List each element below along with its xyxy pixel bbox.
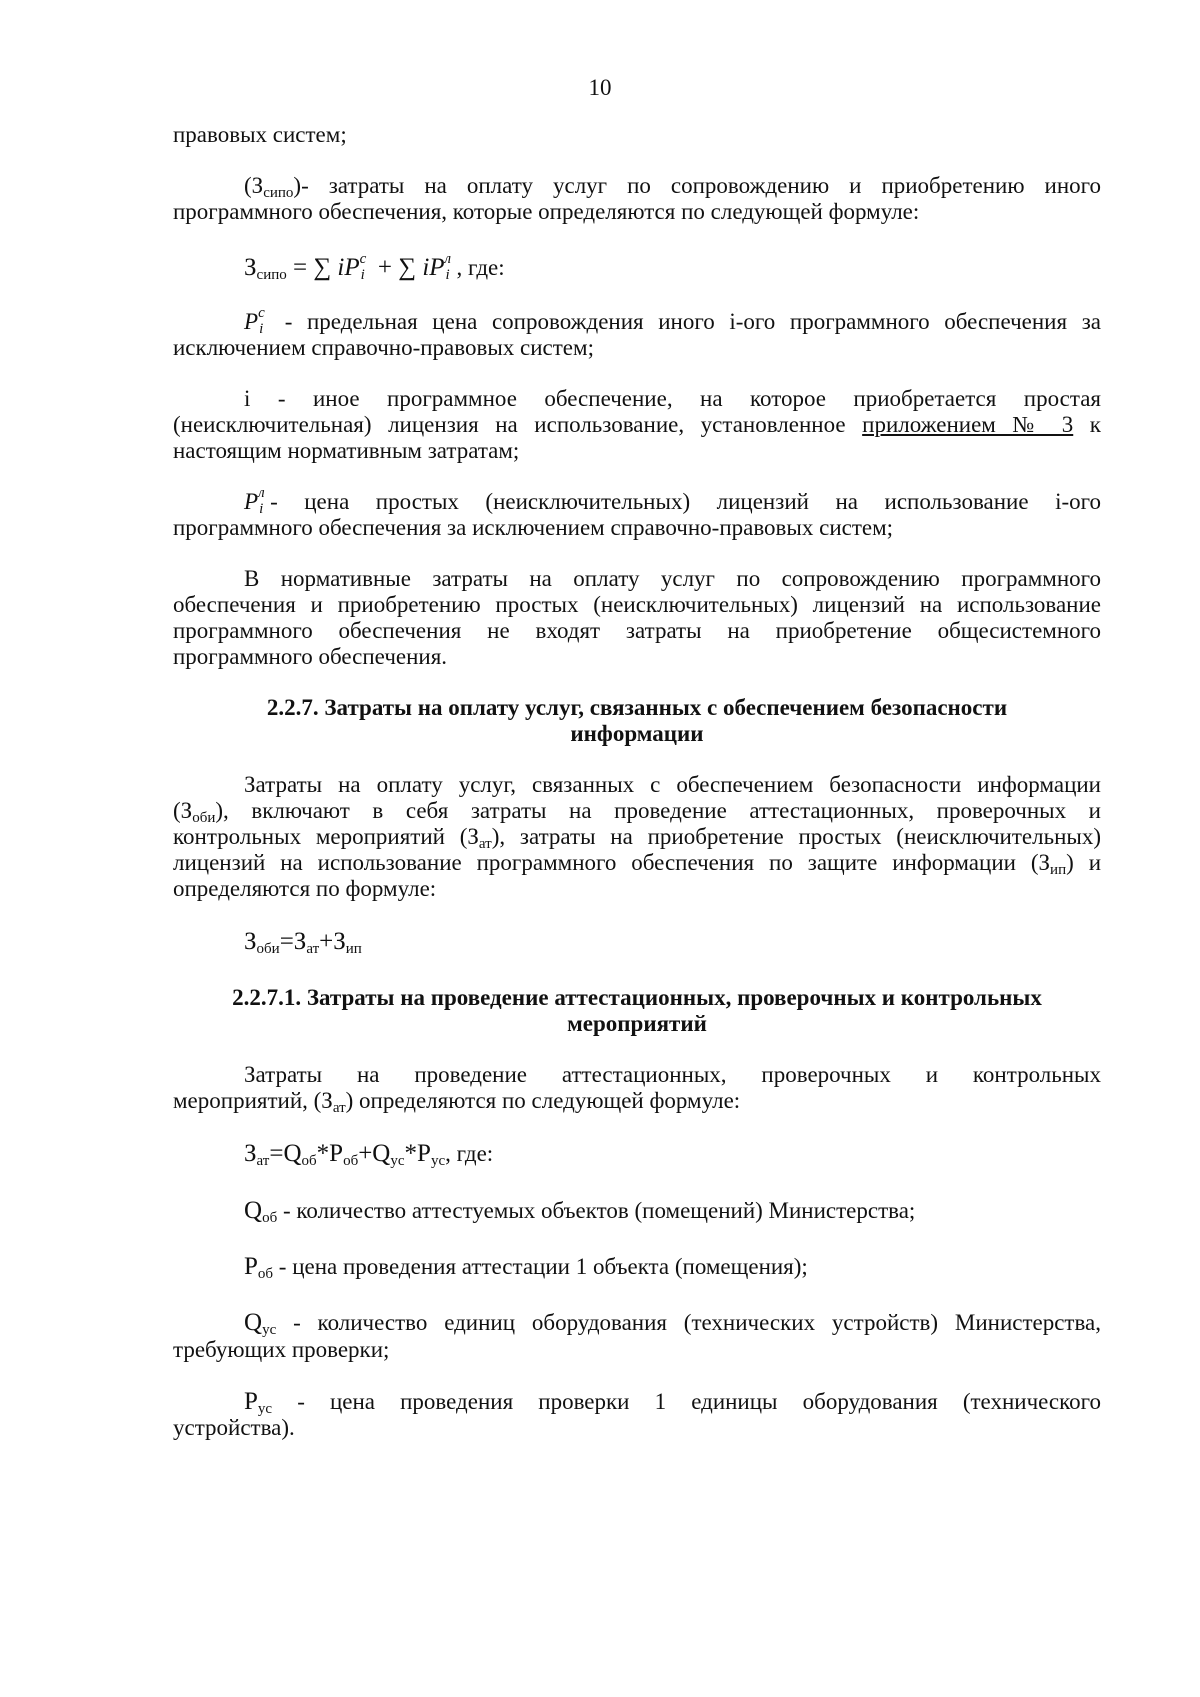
section-heading: 2.2.7.1. Затраты на проведение аттестационных, проверочных и контрольных bbox=[232, 985, 1042, 1010]
definition-line: настоящим нормативным затратам; bbox=[173, 438, 520, 463]
paragraph-line: контрольных мероприятий $(З_{ат})$, затраты на приобретение простых (неисключительных) bbox=[173, 824, 1101, 852]
definition-line: $Q_{ус}$ - количество единиц оборудования (технических устройств) Министерства, bbox=[244, 1309, 1101, 1338]
paragraph-line: программного обеспечения. bbox=[173, 644, 448, 669]
paragraph-line: Затраты на оплату услуг, связанных с обеспечением безопасности информации bbox=[244, 772, 1101, 797]
formula-sipo: $З_{сипо}$ = ∑ iP с i + ∑ iP л i , где: bbox=[244, 251, 505, 283]
section-heading: информации bbox=[570, 721, 704, 746]
paragraph-line: В нормативные затраты на оплату услуг по сопровождению программного bbox=[244, 566, 1101, 591]
paragraph-line: $(З_{сипо})-$ затраты на оплату услуг по сопровождению и приобретению иного bbox=[244, 173, 1101, 201]
definition-line: исключением справочно-правовых систем; bbox=[173, 335, 594, 360]
paragraph-line: обеспечения и приобретению простых (неисключительных) лицензий на использование bbox=[173, 592, 1101, 617]
definition-line: устройства). bbox=[173, 1415, 295, 1440]
paragraph-line: программного обеспечения не входят затраты на приобретение общесистемного bbox=[173, 618, 1101, 643]
paragraph-continuation: правовых систем; bbox=[173, 122, 347, 147]
definition-line: требующих проверки; bbox=[173, 1337, 390, 1362]
definition-line: программного обеспечения за исключением справочно-правовых систем; bbox=[173, 515, 894, 540]
paragraph-line: мероприятий, $(З_{ат})$ определяются по следующей формуле: bbox=[173, 1088, 741, 1116]
paragraph-line: Затраты на проведение аттестационных, проверочных и контрольных bbox=[244, 1062, 1101, 1087]
formula-obi: $З_{оби}=З_{ат}+З_{ип}$ bbox=[244, 928, 362, 957]
paragraph-line: $(З_{оби})$, включают в себя затраты на проведение аттестационных, проверочных и bbox=[173, 798, 1101, 826]
definition-line: $P_{об}$ - цена проведения аттестации 1 объекта (помещения); bbox=[244, 1253, 808, 1282]
definition-line: P с i - предельная цена сопровождения иного i-ого программного обеспечения за bbox=[244, 305, 1101, 337]
definition-line: $Q_{об}$ - количество аттестуемых объектов (помещений) Министерства; bbox=[244, 1197, 916, 1226]
formula-at: $З_{ат}=Q_{об}*P_{об}+Q_{ус}*P_{ус}$, где: bbox=[244, 1140, 494, 1169]
paragraph-line: программного обеспечения, которые определяются по следующей формуле: bbox=[173, 199, 920, 224]
definition-line: P л i - цена простых (неисключительных) лицензий на использование i-ого bbox=[244, 485, 1101, 517]
appendix-link[interactable]: приложением № 3 bbox=[862, 412, 1074, 437]
paragraph-line: определяются по формуле: bbox=[173, 876, 437, 901]
section-heading: мероприятий bbox=[567, 1011, 707, 1036]
definition-line: (неисключительная) лицензия на использование, установленное приложением № 3 к bbox=[173, 412, 1101, 437]
definition-line: i - иное программное обеспечение, на которое приобретается простая bbox=[244, 386, 1101, 411]
definition-line: $P_{ус}$ - цена проведения проверки 1 единицы оборудования (технического bbox=[244, 1388, 1101, 1417]
page-number: 10 bbox=[588, 75, 612, 100]
section-heading: 2.2.7. Затраты на оплату услуг, связанных с обеспечением безопасности bbox=[266, 695, 1008, 720]
paragraph-line: лицензий на использование программного обеспечения по защите информации $(З_{ип})$ и bbox=[173, 850, 1101, 878]
